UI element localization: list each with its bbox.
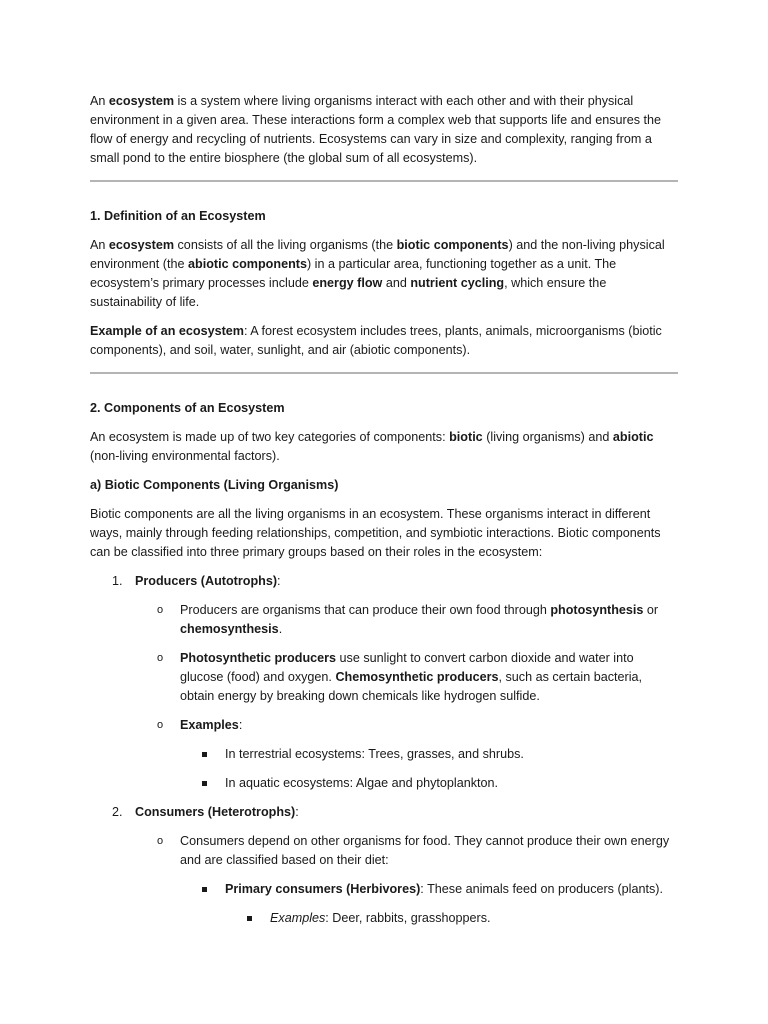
examples-list-item bbox=[90, 909, 678, 928]
term-bold: Photosynthetic producers bbox=[180, 651, 337, 665]
term-bold: Chemosynthetic producers bbox=[335, 670, 499, 684]
sub-list-item bbox=[90, 832, 678, 870]
square-bullet-icon bbox=[202, 752, 207, 757]
text-run: or bbox=[643, 603, 659, 617]
text-run: (non-living environmental factors). bbox=[90, 449, 280, 463]
term-bold: abiotic bbox=[612, 430, 654, 444]
circle-bullet-icon: o bbox=[157, 835, 164, 847]
text-run: : bbox=[295, 805, 299, 819]
term-bold: Example of an ecosystem bbox=[90, 324, 244, 338]
text-run: : bbox=[238, 718, 243, 732]
horizontal-divider bbox=[90, 372, 678, 374]
sub-list-item bbox=[90, 649, 678, 706]
square-bullet-icon bbox=[247, 916, 252, 921]
section-heading-definition: 1. Definition of an Ecosystem bbox=[90, 209, 266, 223]
list-item-label: Producers (Autotrophs) bbox=[135, 574, 278, 588]
text-run: : A forest ecosystem includes trees, plants, animals, microorganisms (biotic components), and soil, water, sunlight, and air (abiotic components). bbox=[90, 324, 662, 357]
term-bold: abiotic components bbox=[188, 257, 307, 271]
text-run: , such as certain bacteria, obtain energy by breaking down chemicals like hydrogen sulfide. bbox=[180, 670, 642, 703]
text-run: ) and the non-living physical environment (the bbox=[90, 238, 665, 271]
text-run: consists of all the living organisms (the bbox=[174, 238, 397, 252]
circle-bullet-icon: o bbox=[157, 652, 164, 664]
text-run: In aquatic ecosystems: Algae and phytoplankton. bbox=[225, 776, 499, 790]
circle-bullet-icon: o bbox=[157, 604, 164, 616]
term-bold: ecosystem bbox=[108, 238, 175, 252]
text-run: Consumers depend on other organisms for food. They cannot produce their own energy and are classified based on their diet: bbox=[180, 834, 670, 867]
example-list-item bbox=[90, 745, 678, 764]
components-paragraph bbox=[90, 428, 678, 466]
list-number: 1. bbox=[112, 574, 123, 588]
term-bold: biotic components bbox=[396, 238, 509, 252]
term-bold: energy flow bbox=[312, 276, 383, 290]
term-bold: Primary consumers (Herbivores) bbox=[225, 882, 421, 896]
example-paragraph bbox=[90, 322, 678, 360]
term-bold: biotic bbox=[449, 430, 483, 444]
horizontal-divider bbox=[90, 180, 678, 182]
text-run: : Deer, rabbits, grasshoppers. bbox=[325, 911, 491, 925]
text-run: use sunlight to convert carbon dioxide and water into glucose (food) and oxygen. bbox=[180, 651, 634, 684]
sub-list-item bbox=[90, 601, 678, 639]
text-run: , which ensure the sustainability of life. bbox=[90, 276, 607, 309]
subheading-biotic: a) Biotic Components (Living Organisms) bbox=[90, 478, 339, 492]
term-bold: Examples bbox=[180, 718, 239, 732]
definition-paragraph bbox=[90, 236, 678, 312]
section-heading-components: 2. Components of an Ecosystem bbox=[90, 401, 285, 415]
text-run: : bbox=[277, 574, 281, 588]
text-run: : These animals feed on producers (plants). bbox=[420, 882, 663, 896]
text-run: . bbox=[278, 622, 283, 636]
sub-list-item bbox=[90, 716, 678, 735]
text-run: An bbox=[90, 94, 109, 108]
term-ecosystem: ecosystem bbox=[108, 94, 175, 108]
list-number: 2. bbox=[112, 805, 123, 819]
text-run: Producers are organisms that can produce their own food through bbox=[180, 603, 551, 617]
example-list-item bbox=[90, 774, 678, 793]
circle-bullet-icon: o bbox=[157, 719, 164, 731]
square-bullet-icon bbox=[202, 781, 207, 786]
biotic-paragraph: Biotic components are all the living organisms in an ecosystem. These organisms interact in different ways, mainly through feeding relationships, competition, and symbiotic interactions. Biotic components can be classified into three primary groups based on their roles in the ecosystem: bbox=[90, 507, 661, 559]
text-run: is a system where living organisms interact with each other and with their physical environment in a given area. These interactions form a complex web that supports life and ensures the flow of energy and recycling of nutrients. Ecosystems can vary in size and complexity, ranging from a small pond to the entire biosphere (the global sum of all ecosystems). bbox=[90, 94, 661, 165]
text-run: An ecosystem is made up of two key categories of components: bbox=[90, 430, 450, 444]
list-item-consumers bbox=[90, 803, 678, 822]
text-run: An bbox=[90, 238, 109, 252]
list-item-producers bbox=[90, 572, 678, 591]
text-run: ) in a particular area, functioning together as a unit. The ecosystem’s primary processes include bbox=[90, 257, 617, 290]
square-bullet-icon bbox=[202, 887, 207, 892]
intro-paragraph bbox=[90, 92, 678, 168]
term-italic: Examples bbox=[270, 911, 326, 925]
text-run: and bbox=[382, 276, 411, 290]
text-run: In terrestrial ecosystems: Trees, grasses, and shrubs. bbox=[225, 747, 524, 761]
text-run: (living organisms) and bbox=[482, 430, 613, 444]
consumer-type-list-item bbox=[90, 880, 678, 899]
list-item-label: Consumers (Heterotrophs) bbox=[135, 805, 296, 819]
term-bold: nutrient cycling bbox=[410, 276, 505, 290]
term-bold: chemosynthesis bbox=[180, 622, 279, 636]
term-bold: photosynthesis bbox=[550, 603, 644, 617]
